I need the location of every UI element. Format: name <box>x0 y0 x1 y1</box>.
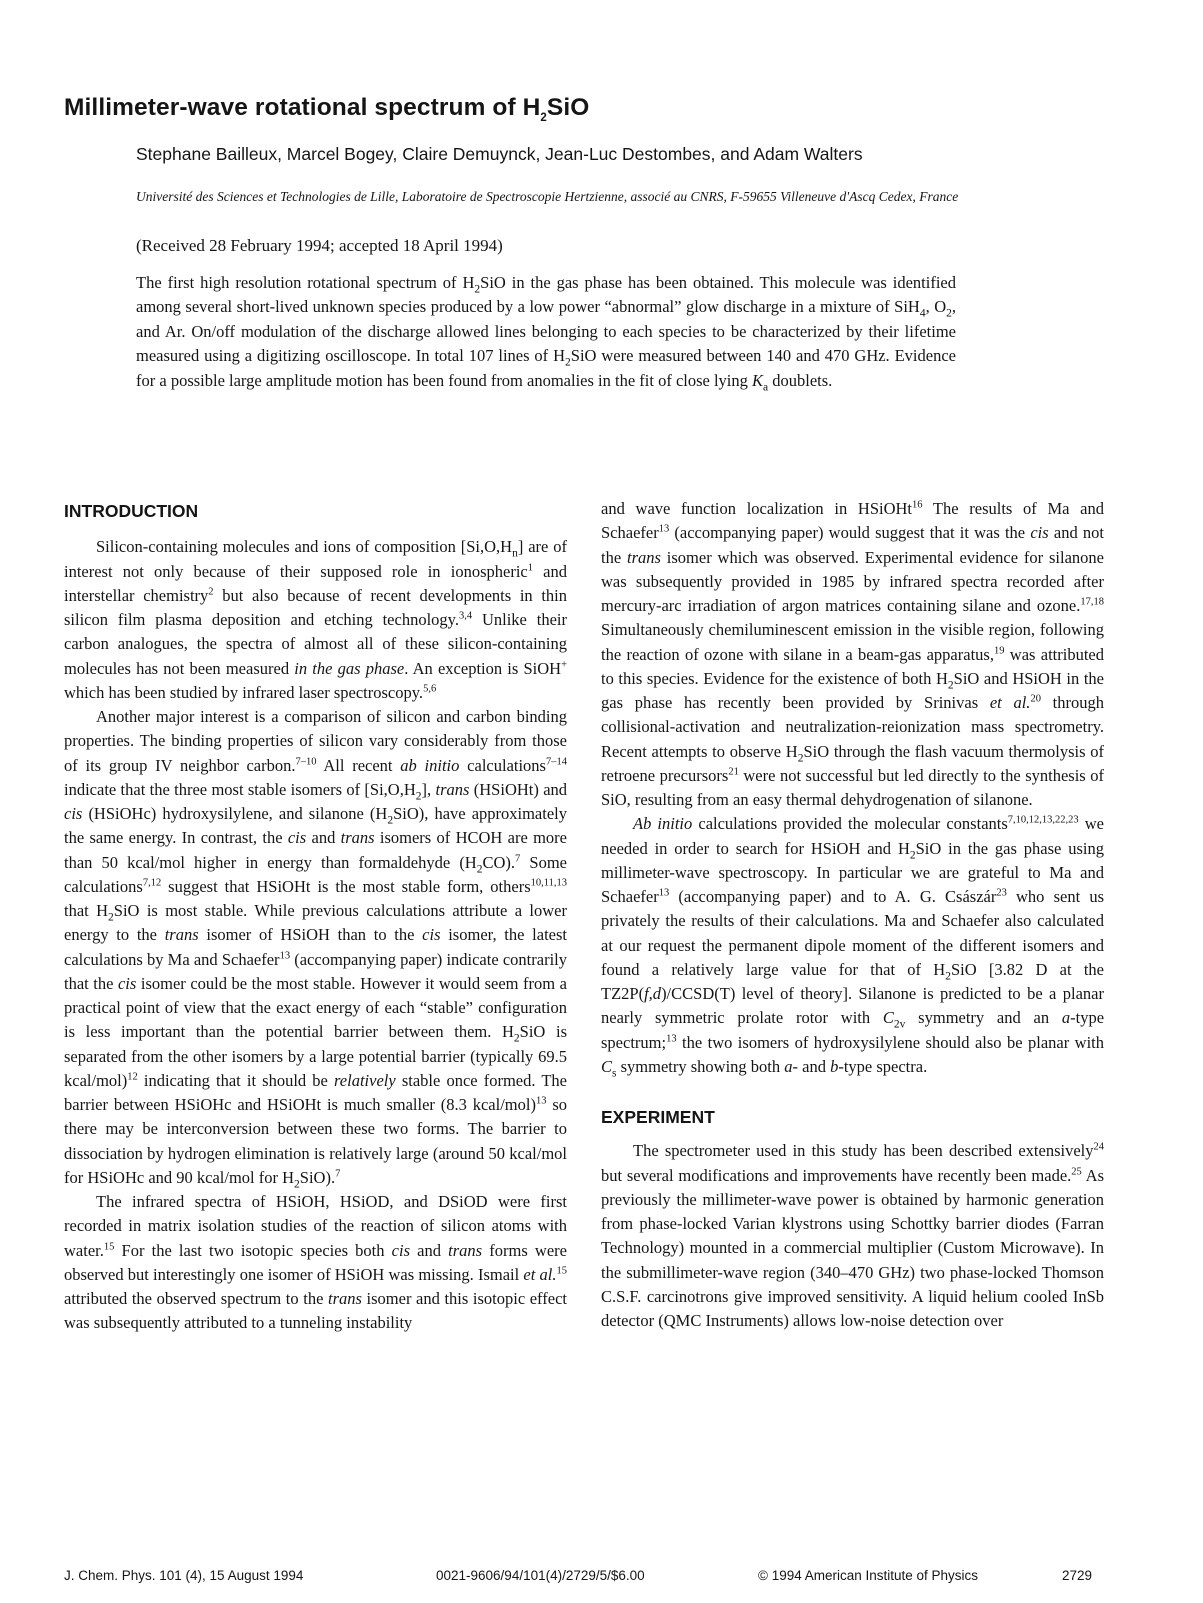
article-code: 0021-9606/94/101(4)/2729/5/$6.00 <box>436 1568 645 1583</box>
paragraph: Ab initio calculations provided the molecular constants$^{7,10,12,13,22,23}$ we needed in order to search for HSiOH and $H_2SiO$ in the gas phase using millimeter-wave spectroscopy. In particular we are grateful to Ma and Schaefer$^{13}$ (accompanying paper) and to A. G. Császár$^{23}$ who sent us privately the results of their calculations. Ma and Schaefer also calculated at our request the permanent dipole moment of the different isomers and found a relatively large value for that of $H_2SiO$ [3.82 D at the TZ2P(f,d)/CCSD(T) level of theory]. Silanone is predicted to be a planar nearly symmetric prolate rotor with $C_{2v}$ symmetry and an a-type spectrum;$^{13}$ the two isomers of hydroxysilylene should also be planar with $C_s$ symmetry showing both a- and b-type spectra. <box>601 814 1105 1080</box>
affiliation: Université des Sciences et Technologies de Lille, Laboratoire de Spectroscopie Hertzienne, associé au CNRS, F-59655 Villeneuve d'Ascq Cedex, France <box>136 189 959 204</box>
paragraph: The spectrometer used in this study has been described extensively$^{24}$ but several modifications and improvements have recently been made.$^{25}$ As previously the millimeter-wave power is obtained by harmonic generation from phase-locked Varian klystrons using Schottky barrier diodes (Farran Technology) mounted in a commercial multiplier (Custom Microwave). In the submillimeter-wave region (340–470 GHz) two phase-locked Thomson C.S.F. carcinotrons give improved sensitivity. A liquid helium cooled InSb detector (QMC Instruments) allows low-noise detection over <box>601 1141 1105 1330</box>
section-heading-introduction: INTRODUCTION <box>64 501 199 521</box>
paragraph: Silicon-containing molecules and ions of composition $[Si,O,H_n]$ are of interest not only because of their supposed role in ionospheric$^1$ and interstellar chemistry$^2$ but also because of recent developments in thin silicon film plasma deposition and etching technology.$^{3,4}$ Unlike their carbon analogues, the spectra of almost all of these silicon-containing molecules has not been measured in the gas phase. An exception is SiOH+ which has been studied by infrared laser spectroscopy.$^{5,6}$ <box>64 537 568 702</box>
abstract: The first high resolution rotational spectrum of $H_2SiO$ in the gas phase has been obtained. This molecule was identified among several short-lived unknown species produced by a low power “abnormal” glow discharge in a mixture of SiH$_4$, $O_2$, and Ar. On/off modulation of the discharge allowed lines belonging to each species to be characterized by their lifetime measured using a digitizing oscilloscope. In total 107 lines of $H_2SiO$ were measured between 140 and 470 GHz. Evidence for a possible large amplitude motion has been found from anomalies in the fit of close lying $K_a$ doublets. <box>136 273 957 393</box>
author-list: Stephane Bailleux, Marcel Bogey, Claire Demuynck, Jean-Luc Destombes, and Adam Walters <box>136 144 863 164</box>
paragraph: Another major interest is a comparison of silicon and carbon binding properties. The binding properties of silicon vary considerably from those of its group IV neighbor carbon.$^{7-10}$ All recent ab initio calculations$^{7-14}$ indicate that the three most stable isomers of $[Si,O,H_2]$, trans (HSiOHt) and cis (HSiOHc) hydroxysilylene, and silanone $(H_2SiO)$, have approximately the same energy. In contrast, the cis and trans isomers of HCOH are more than 50 kcal/mol higher in energy than formaldehyde $(H_2CO).^7$ Some calculations$^{7,12}$ suggest that HSiOHt is the most stable form, others$^{10,11,13}$ that $H_2SiO$ is most stable. While previous calculations attribute a lower energy to the trans isomer of HSiOH than to the cis isomer, the latest calculations by Ma and Schaefer$^{13}$ (accompanying paper) indicate contrarily that the cis isomer could be the most stable. However it would seem from a practical point of view that the exact energy of each “stable” configuration is less important than the potential barrier between them. $H_2SiO$ is separated from the other isomers by a large potential barrier (typically 69.5 kcal/mol)$^{12}$ indicating that it should be relatively stable once formed. The barrier between HSiOHc and HSiOHt is much smaller (8.3 kcal/mol)$^{13}$ so there may be interconversion between these two forms. The barrier to dissociation by hydrogen elimination is relatively large (around 50 kcal/mol for HSiOHc and 90 kcal/mol for $H_2SiO).^7$ <box>64 707 568 1191</box>
received-dates: (Received 28 February 1994; accepted 18 April 1994) <box>136 236 503 255</box>
copyright-notice: © 1994 American Institute of Physics <box>758 1568 979 1583</box>
left-column <box>64 497 567 1336</box>
paper-title: Millimeter-wave rotational spectrum of $H_2SiO$ <box>64 94 590 124</box>
section-heading-experiment: EXPERIMENT <box>601 1107 715 1127</box>
right-column <box>601 497 1104 1333</box>
page-footer <box>64 1568 1104 1588</box>
paragraph: The infrared spectra of HSiOH, HSiOD, and DSiOD were first recorded in matrix isolation studies of the reaction of silicon atoms with water.$^{15}$ For the last two isotopic species both cis and trans forms were observed but interestingly one isomer of HSiOH was missing. Ismail et al.$^{15}$ attributed the observed spectrum to the trans isomer and this isotopic effect was subsequently attributed to a tunneling instability <box>64 1192 567 1333</box>
journal-citation: J. Chem. Phys. 101 (4), 15 August 1994 <box>64 1568 304 1583</box>
page-number: 2729 <box>1062 1568 1093 1583</box>
paragraph-continued: and wave function localization in HSiOHt$^{16}$ The results of Ma and Schaefer$^{13}$ (accompanying paper) would suggest that it was the cis and not the trans isomer which was observed. Experimental evidence for silanone was subsequently provided in 1985 by infrared spectra recorded after mercury-arc irradiation of argon matrices containing silane and ozone.$^{17,18}$ Simultaneously chemiluminescent emission in the visible region, following the reaction of ozone with silane in a beam-gas apparatus,$^{19}$ was attributed to this species. Evidence for the existence of both $H_2SiO$ and HSiOH in the gas phase has recently been provided by Srinivas et al.$^{20}$ through collisional-activation and neutralization-reionization mass spectrometry. Recent attempts to observe $H_2SiO$ through the flash vacuum thermolysis of retroene precursors$^{21}$ were not successful but led directly to the synthesis of SiO, resulting from an easy thermal dehydrogenation of silanone. <box>601 499 1105 809</box>
